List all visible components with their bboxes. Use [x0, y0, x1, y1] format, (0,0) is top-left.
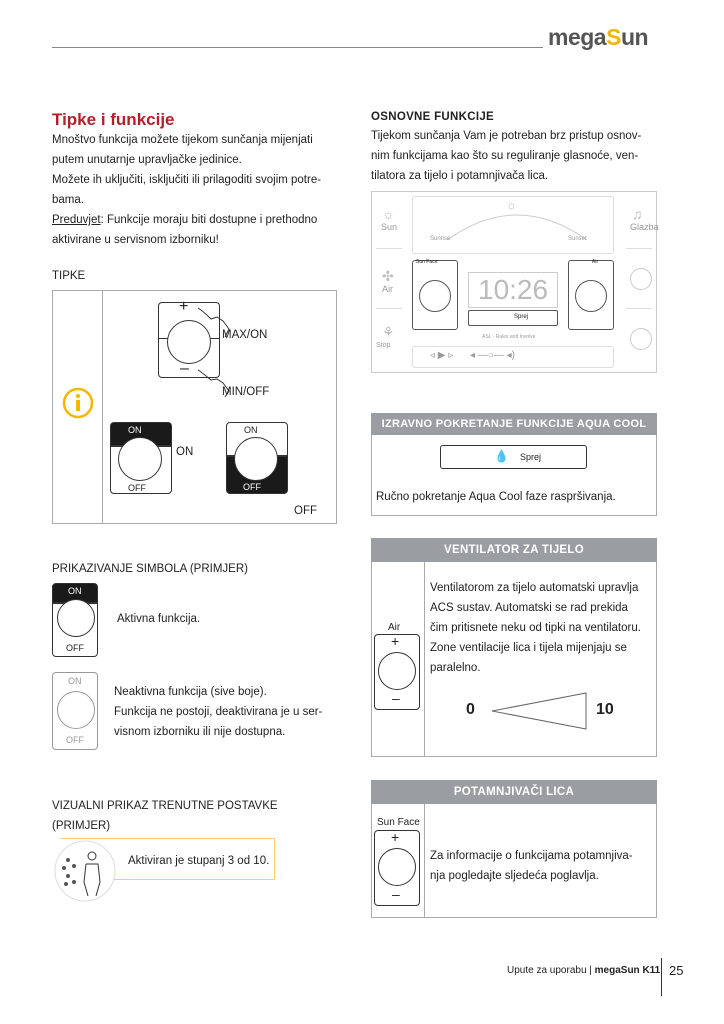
sprej-button: [440, 445, 587, 469]
button-dial: [575, 280, 607, 312]
active-text: Aktivna funkcija.: [117, 613, 201, 625]
button-dial: [118, 437, 162, 481]
button-dial: [57, 599, 95, 637]
minus-icon: –: [392, 886, 400, 902]
off-label: OFF: [128, 483, 146, 493]
glazba-label: Glazba: [630, 222, 659, 232]
stop-label: Stop: [376, 342, 391, 349]
body-fan-icon: [378, 652, 416, 690]
off-caption: OFF: [294, 505, 317, 517]
footer-text: Upute za uporabu | megaSun K11: [507, 965, 661, 976]
symbols-heading: PRIKAZIVANJE SIMBOLA (PRIMJER): [52, 563, 248, 575]
panel-button: [630, 328, 652, 350]
on-label: ON: [128, 425, 142, 435]
sprej-label: Sprej: [514, 314, 529, 320]
sun-face-label: Sun Face: [377, 817, 420, 828]
control-panel: [371, 191, 657, 373]
button-dial: [419, 280, 451, 312]
ventilator-text: Ventilatorom za tijelo automatski upravlja ACS sustav. Automatski se rad prekida čim pritisnete neku od tipki na ventilatoru. Zone ventilacije lica i tijela mijenjaju se paralelno.: [430, 582, 641, 674]
minus-icon: –: [180, 360, 189, 377]
on-label: ON: [68, 676, 82, 686]
inactive-text: Neaktivna funkcija (sive boje). Funkcija ne postoji, deaktivirana je u ser- visnom izborniku ili nije dostupna.: [114, 686, 323, 738]
aqua-cool-title: IZRAVNO POKRETANJE FUNKCIJE AQUA COOL: [371, 413, 657, 435]
aqua-cool-text: Ručno pokretanje Aqua Cool faze raspršivanja.: [376, 491, 616, 503]
sun-face-label: Sun Face: [416, 259, 438, 265]
sun-label: Sun: [381, 222, 398, 232]
intro-text: Mnoštvo funkcija možete tijekom sunčanja mijenjati putem unutarnje upravljačke jedinice. Možete ih uključiti, isključiti ili prilagoditi svojim potre- bama. Preduvjet: Funkcije moraju biti dostupne i prethodno aktivirane u servisnom izborniku!: [52, 134, 322, 246]
on-label: ON: [244, 425, 258, 435]
scale-wedge: [490, 690, 590, 732]
page-title: Tipke i funkcije: [52, 110, 175, 129]
sunset-label: Sunset: [568, 236, 587, 242]
divider: [376, 248, 402, 249]
minus-icon: –: [392, 690, 400, 706]
divider: [626, 308, 652, 309]
sun-icon: ☼: [382, 206, 395, 222]
sprej-label: Sprej: [520, 452, 542, 462]
spray-icon: ⚘: [382, 324, 395, 340]
off-label: OFF: [66, 643, 84, 653]
sunrise-label: Sunrise: [430, 236, 451, 242]
tipke-heading: TIPKE: [52, 270, 86, 282]
footer-divider: [661, 958, 662, 996]
face-tanner-title: POTAMNJIVAČI LICA: [371, 780, 657, 804]
info-text: ASL · Rules and Involve: [482, 334, 536, 340]
time-text: 10:26: [478, 274, 549, 305]
panel-button: [630, 268, 652, 290]
button-dial: [57, 691, 95, 729]
divider: [376, 308, 402, 309]
air-label: Air: [388, 622, 401, 633]
off-label: OFF: [243, 482, 261, 492]
divider: [424, 804, 425, 918]
droplet-icon: 💧: [494, 449, 509, 463]
on-label: ON: [68, 586, 82, 596]
min-off-label: MIN/OFF: [222, 386, 270, 398]
sun-icon: ☼: [506, 198, 517, 212]
sprej-button: [468, 310, 558, 326]
body-fan-icon: [52, 838, 118, 904]
max-on-label: MAX/ON: [222, 329, 268, 341]
plus-icon: +: [179, 298, 189, 315]
music-icon: ♫: [632, 206, 643, 222]
visual-text: Aktiviran je stupanj 3 od 10.: [128, 855, 270, 867]
face-tanner-icon: [378, 848, 416, 886]
plus-icon: +: [391, 633, 400, 649]
divider: [626, 248, 652, 249]
off-label: OFF: [66, 735, 84, 745]
air-label: Air: [382, 284, 393, 294]
divider: [424, 562, 425, 757]
button-dial: [234, 437, 278, 481]
megasun-logo: megaSun: [548, 24, 649, 50]
basic-functions-heading: OSNOVNE FUNKCIJE: [371, 111, 495, 123]
face-tanner-text: Za informacije o funkcijama potamnjiva- nja pogledajte sljedeća poglavlja.: [430, 850, 633, 882]
scale-min: 0: [466, 701, 475, 718]
air-top-label: Air: [592, 259, 599, 265]
basic-functions-text: Tijekom sunčanja Vam je potreban brz pristup osnov- nim funkcijama kao što su reguliranje glasnoće, ven- tilatora za tijelo i potamnjivača lica.: [371, 130, 642, 182]
plus-icon: +: [391, 829, 400, 845]
ventilator-title: VENTILATOR ZA TIJELO: [371, 538, 657, 562]
on-caption: ON: [176, 446, 194, 458]
header-rule: [52, 47, 543, 48]
media-controls-icon: ◃ ▶ ▹ ◂ —○— ◂): [430, 350, 515, 361]
info-icon: [62, 387, 94, 419]
scale-max: 10: [596, 701, 614, 718]
visual-heading: VIZUALNI PRIKAZ TRENUTNE POSTAVKE (PRIMJER): [52, 800, 278, 832]
page-number: 25: [669, 963, 684, 978]
fan-icon: ✣: [382, 268, 394, 284]
